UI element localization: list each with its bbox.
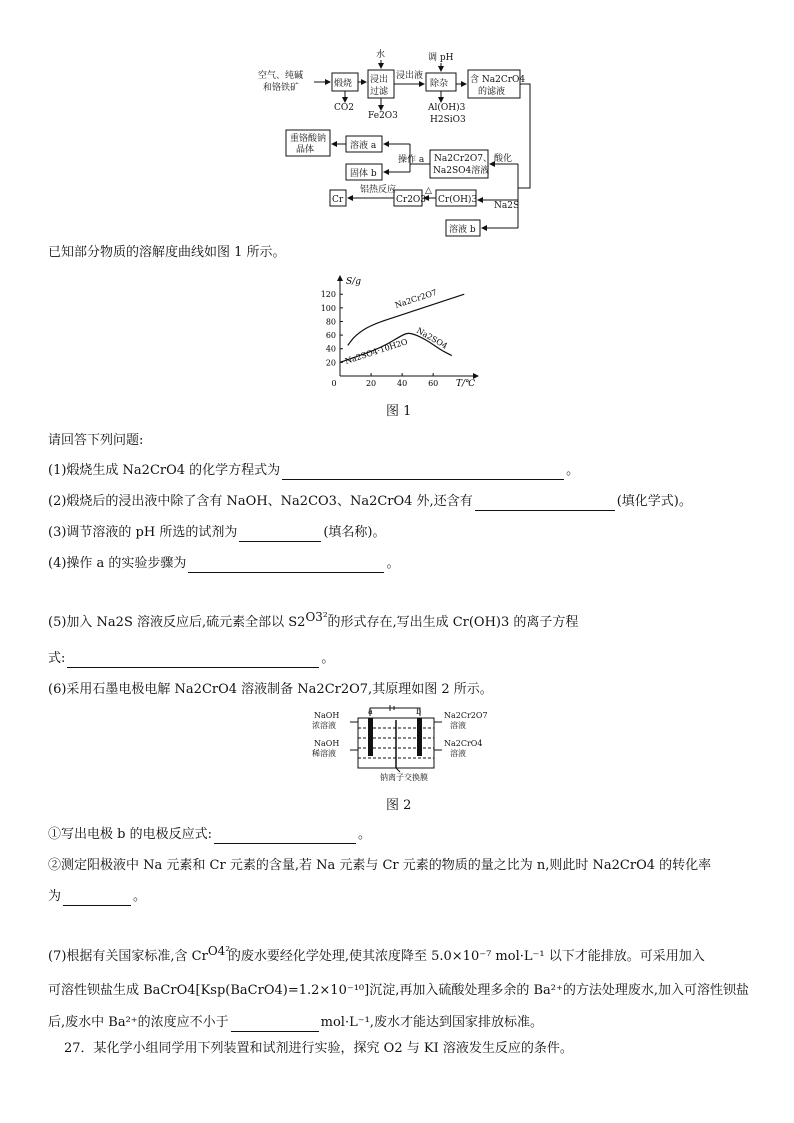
fig2-left-bot-2: 稀溶液: [312, 749, 336, 758]
y-tick-label: 120: [320, 290, 336, 300]
q5-line1: (5)加入 Na2S 溶液反应后,硫元素全部以 S2 O3²⁻ 的形式存在,写出生成 Cr(OH)3 的离子方程: [48, 610, 579, 630]
fig2-electrode-b: b: [416, 707, 422, 716]
flow-thermite: 铝热反应: [360, 185, 397, 195]
flow-acidify: 酸化: [494, 154, 513, 164]
flow-product-2: 晶体: [296, 145, 315, 155]
q3: (3)调节溶液的 pH 所选的试剂为 (填名称)。: [48, 525, 386, 540]
q6-1-blank[interactable]: [214, 829, 356, 844]
q3-blank[interactable]: [239, 527, 321, 542]
x-tick-label: 20: [365, 379, 377, 388]
solubility-chart: [318, 272, 488, 390]
flow-sol-b: 溶液 b: [449, 225, 476, 235]
fig2-electrode-b-rod: [417, 718, 422, 756]
q6: (6)采用石墨电极电解 Na2CrO4 溶液制备 Na2Cr2O7,其原理如图 2 所示。: [48, 682, 493, 697]
flow-water: 水: [376, 50, 386, 60]
flow-filtrate-2: 的滤液: [478, 87, 506, 97]
q6-2-blank[interactable]: [63, 891, 131, 906]
flow-calcine: 煅烧: [334, 79, 353, 89]
x-axis-label: T/℃: [456, 379, 476, 389]
x-tick-label: 40: [397, 379, 408, 388]
x-tick-label: 0: [331, 379, 337, 388]
flow-solid-b: 固体 b: [350, 169, 377, 179]
y-axis-label: S/g: [346, 277, 361, 287]
flow-raw-1: 空气、纯碱: [258, 71, 304, 81]
flow-product-1: 重铬酸钠: [290, 134, 327, 144]
fig2-right-bot-2: 溶液: [450, 749, 466, 758]
fig2-right-bot-1: Na2CrO4: [444, 739, 483, 748]
flow-leachate: 浸出液: [396, 71, 424, 81]
flow-ph: 调 pH: [428, 53, 454, 63]
fig2-left-top-1: NaOH: [314, 711, 340, 720]
y-tick-label: 80: [325, 317, 336, 327]
q1: (1)煅烧生成 Na2CrO4 的化学方程式为 。: [48, 463, 580, 478]
q7-line2: 可溶性钡盐生成 BaCrO4[Ksp(BaCrO4)=1.2×10⁻¹⁰]沉淀,再加入硫酸处理多余的 Ba²⁺的方法处理废水,加入可溶性钡盐: [48, 983, 749, 998]
y-tick-label: 100: [320, 303, 336, 313]
flow-remove: 除杂: [430, 79, 449, 89]
y-tick-label: 40: [325, 344, 336, 354]
flow-op-a: 操作 a: [398, 155, 425, 165]
fig2-right-top-2: 溶液: [450, 721, 466, 730]
label-na2cr2o7: Na2Cr2O7: [393, 287, 439, 310]
flow-co2: CO2: [334, 103, 354, 113]
x-tick-label: 60: [428, 379, 439, 388]
electrolysis-diagram: [310, 704, 490, 786]
q7-blank[interactable]: [231, 1017, 319, 1032]
flow-raw-2: 和铬铁矿: [263, 83, 300, 93]
fig2-electrode-a-rod: [368, 718, 373, 756]
intro-text: 已知部分物质的溶解度曲线如图 1 所示。: [48, 245, 286, 260]
fig2-caption: 图 2: [386, 798, 412, 813]
q2: (2)煅烧后的浸出液中除了含有 NaOH、Na2CO3、Na2CrO4 外,还含有 (填化学式)。: [48, 494, 692, 509]
flow-cr: Cr: [332, 195, 344, 205]
fig2-electrode-a: a: [368, 707, 373, 716]
flow-croh3: Cr(OH)3: [438, 195, 478, 205]
fig1-caption: 图 1: [386, 404, 412, 419]
flow-cr2o3: Cr2O3: [396, 195, 427, 205]
q6-2-line1: ②测定阳极液中 Na 元素和 Cr 元素的含量,若 Na 元素与 Cr 元素的物质的量之比为 n,则此时 Na2CrO4 的转化率: [48, 858, 712, 873]
q5-blank[interactable]: [67, 653, 319, 668]
fig2-membrane: 钠离子交换膜: [380, 773, 428, 782]
flow-mix-1: Na2Cr2O7、: [434, 154, 492, 164]
flow-h2sio3: H2SiO3: [430, 115, 466, 125]
flow-aloh: Al(OH)3: [428, 103, 466, 113]
process-flow-diagram: [250, 40, 550, 240]
flow-leach-1: 浸出: [370, 75, 389, 85]
q7-line3: 后,废水中 Ba²⁺的浓度应不小于 mol·L⁻¹,废水才能达到国家排放标准。: [48, 1015, 543, 1030]
q2-blank[interactable]: [475, 496, 615, 511]
flow-leach-2: 过滤: [370, 87, 389, 97]
flow-delta: △: [425, 186, 432, 196]
q6-1: ①写出电极 b 的电极反应式: 。: [48, 827, 371, 842]
flow-fe2o3: Fe2O3: [368, 111, 398, 121]
label-na2so4-10h2o: Na2SO4·10H2O: [343, 337, 409, 366]
label-na2so4: Na2SO4: [415, 325, 449, 351]
q-intro: 请回答下列问题:: [48, 433, 144, 448]
flow-na2s: Na2S: [494, 201, 520, 211]
q5-line2: 式: 。: [48, 651, 335, 666]
q7-line1: (7)根据有关国家标准,含 Cr O4²⁻ 的废水要经化学处理,使其浓度降至 5.0×10⁻⁷ mol·L⁻¹ 以下才能排放。可采用加入: [48, 944, 705, 964]
q1-blank[interactable]: [282, 465, 564, 480]
q4: (4)操作 a 的实验步骤为 。: [48, 556, 400, 571]
q4-blank[interactable]: [188, 558, 384, 573]
fig2-left-top-2: 浓溶液: [312, 721, 336, 730]
q6-2-line2: 为 。: [48, 889, 147, 904]
fig2-right-top-1: Na2Cr2O7: [444, 711, 488, 720]
flow-filtrate-1: 含 Na2CrO4: [470, 75, 526, 85]
flow-mix-2: Na2SO4溶液: [433, 166, 490, 176]
y-tick-label: 60: [325, 331, 336, 341]
q27: 27．某化学小组同学用下列装置和试剂进行实验，探究 O2 与 KI 溶液发生反应的条件。: [64, 1041, 573, 1056]
fig2-left-bot-1: NaOH: [314, 739, 340, 748]
y-tick-label: 20: [325, 358, 336, 368]
flow-sol-a: 溶液 a: [350, 141, 377, 151]
